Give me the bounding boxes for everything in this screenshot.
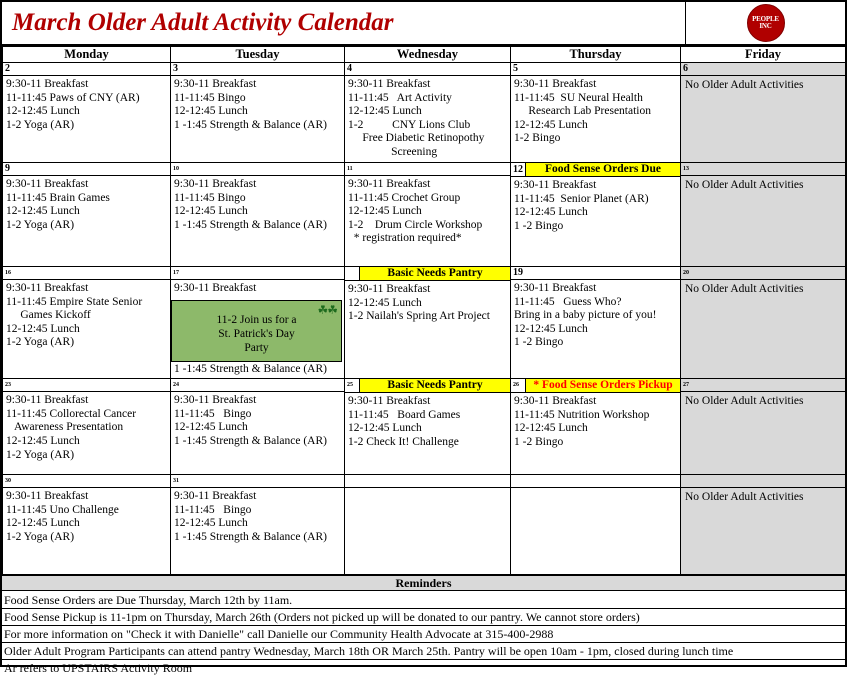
day-number xyxy=(511,475,680,488)
event-line: 1-2 Nailah's Spring Art Project xyxy=(348,310,490,323)
day-number: 20 xyxy=(681,267,845,280)
day-number: 26 xyxy=(513,382,519,389)
day-banner: Food Sense Orders Due xyxy=(525,163,680,176)
day-events xyxy=(345,281,510,326)
reminder-line: Older Adult Program Participants can attend pantry Wednesday, March 18th OR March 25th. Pantry will be open 10am - 1pm, closed during lunch time xyxy=(2,643,845,660)
weekday-header-row xyxy=(3,47,846,63)
calendar-day-cell xyxy=(511,63,681,163)
event-line: 12-12:45 Lunch xyxy=(174,205,248,218)
st-patricks-party-box xyxy=(171,300,342,362)
event-line: 1-2 Yoga (AR) xyxy=(6,530,75,543)
day-events xyxy=(171,392,344,450)
day-number: 16 xyxy=(3,267,170,280)
calendar-day-cell xyxy=(511,475,681,575)
no-activities-label: No Older Adult Activities xyxy=(685,491,804,504)
calendar-week-row xyxy=(3,379,846,475)
day-number xyxy=(681,475,845,488)
calendar-day-cell xyxy=(681,63,846,163)
event-line: 12-12:45 Lunch xyxy=(6,322,80,335)
day-events xyxy=(171,280,344,298)
day-number xyxy=(345,475,510,488)
day-number: 25 xyxy=(347,382,353,389)
calendar-day-cell xyxy=(681,163,846,267)
event-line: 11-11:45 Empire State Senior xyxy=(6,295,143,308)
day-number: 13 xyxy=(681,163,845,176)
day-events xyxy=(511,280,680,352)
day-header-with-banner xyxy=(345,267,510,281)
weekday-header: Monday xyxy=(3,47,171,63)
calendar-day-cell xyxy=(3,379,171,475)
event-line: 11-11:45 Guess Who? xyxy=(514,295,622,308)
event-line: 9:30-11 Breakfast xyxy=(6,282,89,294)
day-events xyxy=(171,488,344,546)
day-number: 3 xyxy=(171,63,344,76)
logo-cell xyxy=(685,2,845,44)
event-line: 9:30-11 Breakfast xyxy=(514,78,597,90)
calendar-day-cell xyxy=(511,267,681,379)
event-line: 1 -2 Bingo xyxy=(514,435,564,448)
event-line: 1-2 Drum Circle Workshop xyxy=(348,218,483,231)
calendar-day-cell xyxy=(681,379,846,475)
weekday-header: Tuesday xyxy=(171,47,345,63)
event-line: 12-12:45 Lunch xyxy=(514,422,588,435)
calendar-day-cell xyxy=(3,475,171,575)
event-line: 12-12:45 Lunch xyxy=(514,322,588,335)
reminder-line: Food Sense Pickup is 11-1pm on Thursday, March 26th (Orders not picked up will be donated to our pantry. We cannot store orders) xyxy=(2,609,845,626)
day-banner: Basic Needs Pantry xyxy=(359,379,510,392)
calendar-week-row xyxy=(3,63,846,163)
day-header-with-banner xyxy=(345,379,510,393)
event-line: 9:30-11 Breakfast xyxy=(174,178,257,190)
calendar-day-cell xyxy=(681,267,846,379)
calendar-day-cell xyxy=(171,163,345,267)
event-line: Bring in a baby picture of you! xyxy=(514,309,657,322)
event-line: 12-12:45 Lunch xyxy=(348,422,422,435)
day-number: 31 xyxy=(171,475,344,488)
event-line: 9:30-11 Breakfast xyxy=(174,78,257,90)
event-line: 9:30-11 Breakfast xyxy=(348,395,431,408)
day-events xyxy=(3,392,170,464)
event-line: 11-11:45 Board Games xyxy=(348,408,461,421)
day-number: 12 xyxy=(513,164,523,175)
calendar-day-cell xyxy=(345,267,511,379)
calendar-week-row xyxy=(3,267,846,379)
event-line: 9:30-11 Breakfast xyxy=(6,78,89,90)
event-line: 12-12:45 Lunch xyxy=(514,206,588,219)
event-line: Screening xyxy=(348,145,438,158)
no-activities-label: No Older Adult Activities xyxy=(685,395,804,408)
event-line: 1-2 CNY Lions Club xyxy=(348,118,471,131)
calendar-table xyxy=(2,46,846,575)
event-line: 11-11:45 Bingo xyxy=(174,191,246,204)
no-activities-label: No Older Adult Activities xyxy=(685,179,804,191)
shamrock-icon: ☘☘ xyxy=(317,302,337,317)
calendar-day-cell xyxy=(3,163,171,267)
event-line: Research Lab Presentation xyxy=(514,105,651,118)
party-line: St. Patrick's Day xyxy=(218,327,295,340)
event-line: 9:30-11 Breakfast xyxy=(174,282,257,294)
day-number: 30 xyxy=(3,475,170,488)
day-banner: Basic Needs Pantry xyxy=(359,267,510,280)
event-line: 1-2 Check It! Challenge xyxy=(348,435,459,448)
page-title: March Older Adult Activity Calendar xyxy=(12,9,394,36)
day-header-with-banner xyxy=(511,163,680,177)
event-line: 12-12:45 Lunch xyxy=(6,434,80,447)
event-line: 12-12:45 Lunch xyxy=(174,105,248,118)
day-events xyxy=(171,362,344,379)
day-events xyxy=(345,76,510,162)
event-line: 12-12:45 Lunch xyxy=(174,421,248,434)
event-line: 11-11:45 Nutrition Workshop xyxy=(514,408,650,421)
day-events xyxy=(3,488,170,546)
day-number: 23 xyxy=(3,379,170,392)
day-events xyxy=(345,176,510,248)
event-line: 9:30-11 Breakfast xyxy=(6,490,89,503)
event-line: Awareness Presentation xyxy=(6,421,124,434)
reminder-line: Food Sense Orders are Due Thursday, March 12th by 11am. xyxy=(2,592,845,609)
event-line: 11-11:45 Brain Games xyxy=(6,191,110,204)
event-line: 9:30-11 Breakfast xyxy=(348,78,431,90)
party-line: Party xyxy=(244,341,269,354)
event-line: 1 -1:45 Strength & Balance (AR) xyxy=(174,218,327,231)
event-line: 11-11:45 Bingo xyxy=(174,91,246,104)
event-line: 11-11:45 Crochet Group xyxy=(348,191,461,204)
event-line: 9:30-11 Breakfast xyxy=(174,490,257,503)
event-line: 11-11:45 Collorectal Cancer xyxy=(6,407,137,420)
event-line: 1-2 Yoga (AR) xyxy=(6,448,75,461)
weekday-header: Friday xyxy=(681,47,846,63)
day-events xyxy=(511,393,680,451)
no-activities-label: No Older Adult Activities xyxy=(685,79,804,91)
event-line: 1 -1:45 Strength & Balance (AR) xyxy=(174,118,327,131)
event-line: 1 -2 Bingo xyxy=(514,336,564,349)
calendar-day-cell xyxy=(171,267,345,379)
day-number: 19 xyxy=(511,267,680,280)
reminder-line: For more information on "Check it with Danielle" call Danielle our Community Health Advocate at 315-400-2988 xyxy=(2,626,845,643)
day-number: 10 xyxy=(171,163,344,176)
day-number: 11 xyxy=(345,163,510,176)
event-line: 11-11:45 Bingo xyxy=(174,407,252,420)
event-line: 9:30-11 Breakfast xyxy=(6,178,89,190)
calendar-day-cell xyxy=(345,475,511,575)
no-activities-label: No Older Adult Activities xyxy=(685,283,804,295)
calendar-day-cell xyxy=(171,63,345,163)
day-events xyxy=(345,393,510,451)
day-number: 24 xyxy=(171,379,344,392)
event-line: 9:30-11 Breakfast xyxy=(348,283,431,295)
event-line: 1 -2 Bingo xyxy=(514,219,564,232)
day-banner: * Food Sense Orders Pickup xyxy=(525,379,680,392)
event-line: Free Diabetic Retinopothy xyxy=(348,132,485,145)
calendar-day-cell xyxy=(511,163,681,267)
day-events xyxy=(3,76,170,134)
event-line: 9:30-11 Breakfast xyxy=(514,282,597,294)
event-line: * registration required* xyxy=(348,232,462,245)
day-number: 5 xyxy=(511,63,680,76)
event-line: 9:30-11 Breakfast xyxy=(514,395,597,408)
weekday-header: Wednesday xyxy=(345,47,511,63)
event-line: 9:30-11 Breakfast xyxy=(514,179,597,191)
day-events xyxy=(171,76,344,134)
calendar-day-cell xyxy=(345,63,511,163)
event-line: 12-12:45 Lunch xyxy=(514,118,588,131)
day-events xyxy=(3,280,170,352)
calendar-day-cell xyxy=(681,475,846,575)
event-line: 12-12:45 Lunch xyxy=(6,517,80,530)
day-header-with-banner xyxy=(511,379,680,393)
calendar-week-row xyxy=(3,475,846,575)
day-events xyxy=(171,176,344,234)
day-number: 27 xyxy=(681,379,845,392)
event-line: 11-11:45 Uno Challenge xyxy=(6,503,119,516)
party-line: 11-2 Join us for a xyxy=(216,313,297,326)
day-number: 9 xyxy=(3,163,170,176)
day-events xyxy=(511,76,680,148)
organization-logo-icon: PEOPLE INC xyxy=(747,4,785,42)
event-line: 12-12:45 Lunch xyxy=(348,205,422,218)
event-line: 11-11:45 Paws of CNY (AR) xyxy=(6,91,140,104)
calendar-day-cell xyxy=(345,163,511,267)
calendar-day-cell xyxy=(171,475,345,575)
title-bar xyxy=(2,2,845,46)
calendar-day-cell xyxy=(3,63,171,163)
event-line: 12-12:45 Lunch xyxy=(174,517,248,530)
day-number: 2 xyxy=(3,63,170,76)
weekday-header: Thursday xyxy=(511,47,681,63)
calendar-day-cell xyxy=(345,379,511,475)
event-line: 11-11:45 Senior Planet (AR) xyxy=(514,192,649,205)
calendar-day-cell xyxy=(511,379,681,475)
day-number: 6 xyxy=(681,63,845,76)
event-line: 1-2 Yoga (AR) xyxy=(6,336,75,349)
event-line: 1 -1:45 Strength & Balance (AR) xyxy=(174,362,327,375)
day-events xyxy=(3,176,170,234)
day-number xyxy=(345,267,359,280)
event-line: 12-12:45 Lunch xyxy=(348,296,422,309)
event-line: 12-12:45 Lunch xyxy=(6,105,80,118)
day-events xyxy=(511,177,680,235)
event-line: 1-2 Bingo xyxy=(514,132,561,145)
event-line: 11-11:45 SU Neural Health xyxy=(514,91,643,104)
event-line: 11-11:45 Bingo xyxy=(174,503,252,516)
event-line: 12-12:45 Lunch xyxy=(6,205,80,218)
event-line: 12-12:45 Lunch xyxy=(348,105,422,118)
event-line: 11-11:45 Art Activity xyxy=(348,91,452,104)
event-line: Games Kickoff xyxy=(6,309,91,322)
event-line: 9:30-11 Breakfast xyxy=(348,178,431,190)
reminders-list xyxy=(2,591,845,677)
event-line: 1-2 Yoga (AR) xyxy=(6,218,75,231)
event-line: 1 -1:45 Strength & Balance (AR) xyxy=(174,530,327,543)
event-line: 9:30-11 Breakfast xyxy=(174,394,257,407)
event-line: 9:30-11 Breakfast xyxy=(6,394,89,407)
day-number: 4 xyxy=(345,63,510,76)
event-line: 1-2 Yoga (AR) xyxy=(6,118,75,131)
calendar-day-cell xyxy=(3,267,171,379)
calendar-week-row xyxy=(3,163,846,267)
reminders-heading: Reminders xyxy=(2,575,845,591)
calendar-day-cell xyxy=(171,379,345,475)
event-line: 1 -1:45 Strength & Balance (AR) xyxy=(174,434,327,447)
day-number: 17 xyxy=(171,267,344,280)
reminder-line: Ar refers to UPSTAIRS Activity Room xyxy=(4,661,193,676)
